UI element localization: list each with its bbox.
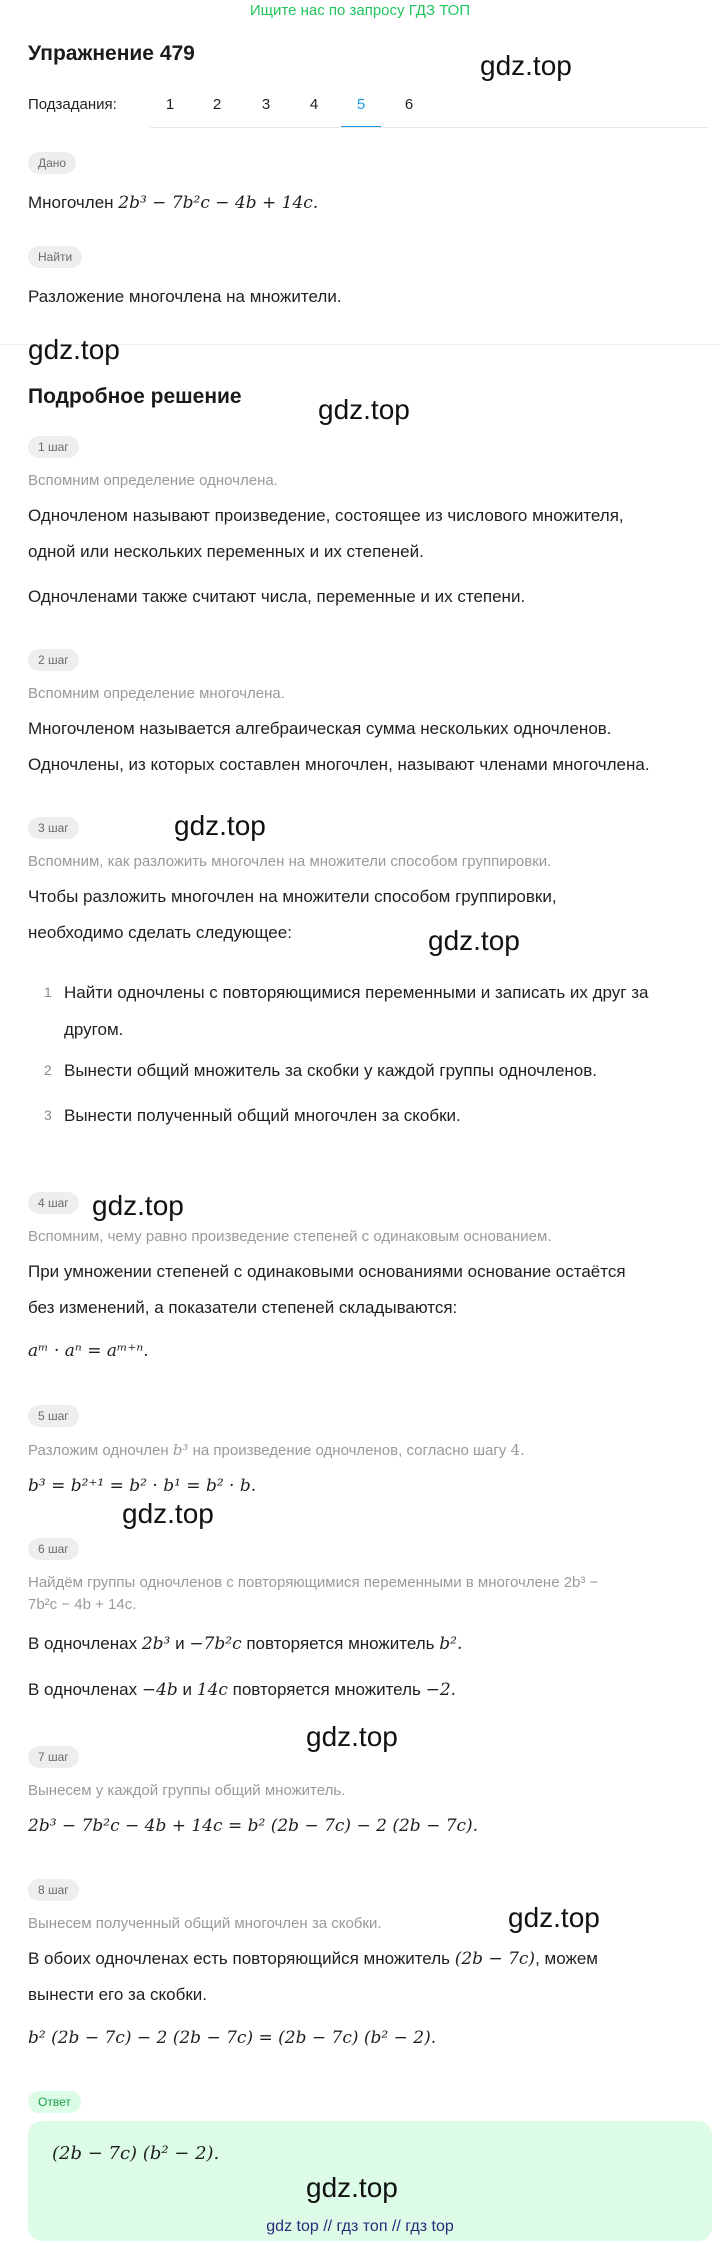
step-8-line-1: В обоих одночленах есть повторяющийся множитель (2b − 7c), можем — [28, 1949, 598, 1969]
step-6-hint-line-2: 7b²c − 4b + 14c. — [28, 1596, 137, 1613]
step-1-chip: 1 шаг — [28, 436, 79, 458]
given-chip: Дано — [28, 152, 76, 174]
step-7-hint: Вынесем у каждой группы общий множитель. — [28, 1782, 346, 1799]
list-item-text: Найти одночлены с повторяющимися переменными и записать их друг за — [64, 983, 649, 1002]
step-3-list-item-1 — [28, 974, 708, 1048]
list-number: 2 — [44, 1062, 52, 1078]
page-title: Упражнение 479 — [28, 42, 195, 65]
step-6-chip: 6 шаг — [28, 1538, 79, 1560]
list-item-text: Вынести общий множитель за скобки у каждой группы одночленов. — [64, 1061, 598, 1080]
given-expression: 2b³ − 7b²c − 4b + 14c. — [118, 193, 319, 213]
step-4-formula: aᵐ · aⁿ = aᵐ⁺ⁿ. — [28, 1341, 149, 1361]
tab-subtask-3[interactable]: 3 — [261, 96, 271, 113]
step-1-line-2: одной или нескольких переменных и их степеней. — [28, 542, 424, 561]
find-chip: Найти — [28, 246, 82, 268]
answer-value: (2b − 7c) (b² − 2). — [52, 2143, 220, 2164]
answer-chip: Ответ — [28, 2091, 81, 2113]
promo-banner: Ищите нас по запросу ГДЗ ТОП — [249, 2, 471, 19]
step-1-hint: Вспомним определение одночлена. — [28, 472, 278, 489]
watermark: gdz.top — [318, 394, 410, 425]
step-5-hint: Разложим одночлен b³ на произведение одночленов, согласно шагу 4. — [28, 1441, 525, 1459]
step-8-hint: Вынесем полученный общий многочлен за скобки. — [28, 1915, 382, 1932]
step-8-formula: b² (2b − 7c) − 2 (2b − 7c) = (2b − 7c) (b² − 2). — [28, 2028, 437, 2048]
watermark: gdz.top — [480, 50, 572, 81]
tab-subtask-2[interactable]: 2 — [212, 96, 222, 113]
tab-subtask-1[interactable]: 1 — [165, 96, 175, 113]
step-5-formula: b³ = b²⁺¹ = b² · b¹ = b² · b. — [28, 1476, 257, 1496]
step-3-list-item-3 — [28, 1097, 708, 1134]
step-4-line-1: При умножении степеней с одинаковыми основаниями основание остаётся — [28, 1262, 626, 1281]
watermark: gdz.top — [508, 1902, 600, 1933]
step-2-line-1: Многочленом называется алгебраическая сумма нескольких одночленов. — [28, 719, 612, 738]
step-4-chip: 4 шаг — [28, 1192, 79, 1214]
subtasks-label: Подзадания: — [28, 96, 117, 113]
tab-subtask-6[interactable]: 6 — [404, 96, 414, 113]
tab-subtask-5[interactable]: 5 — [341, 94, 381, 116]
find-text: Разложение многочлена на множители. — [28, 287, 342, 306]
watermark: gdz.top — [306, 2172, 398, 2203]
step-4-hint: Вспомним, чему равно произведение степеней с одинаковым основанием. — [28, 1228, 552, 1245]
step-6-line-1: В одночленах 2b³ и −7b²c повторяется множитель b². — [28, 1634, 463, 1654]
step-7-chip: 7 шаг — [28, 1746, 79, 1768]
step-5-chip: 5 шаг — [28, 1405, 79, 1427]
tabs-divider — [150, 127, 708, 128]
watermark: gdz.top — [92, 1190, 184, 1221]
watermark: gdz.top — [306, 1721, 398, 1752]
step-3-hint: Вспомним, как разложить многочлен на множители способом группировки. — [28, 853, 552, 870]
list-item-text: Вынести полученный общий многочлен за скобки. — [64, 1106, 461, 1125]
footer-links[interactable]: gdz top // гдз топ // гдз top — [266, 2218, 454, 2235]
step-7-formula: 2b³ − 7b²c − 4b + 14c = b² (2b − 7c) − 2 (2b − 7c). — [28, 1816, 479, 1836]
step-3-chip: 3 шаг — [28, 817, 79, 839]
list-number: 3 — [44, 1107, 52, 1123]
step-2-line-2: Одночлены, из которых составлен многочлен, называют членами многочлена. — [28, 755, 650, 774]
step-6-line-2: В одночленах −4b и 14c повторяется множитель −2. — [28, 1680, 457, 1700]
watermark: gdz.top — [428, 925, 520, 956]
list-item-text-continued: другом. — [64, 1020, 124, 1039]
watermark: gdz.top — [122, 1498, 214, 1529]
step-6-hint-line-1: Найдём группы одночленов с повторяющимися переменными в многочлене 2b³ − — [28, 1574, 599, 1591]
list-number: 1 — [44, 984, 52, 1000]
step-3-list-item-2 — [28, 1052, 708, 1089]
step-3-line-2: необходимо сделать следующее: — [28, 923, 292, 942]
tab-subtask-4[interactable]: 4 — [309, 96, 319, 113]
step-8-line-2: вынести его за скобки. — [28, 1985, 208, 2004]
subtasks-tabs — [28, 94, 708, 128]
step-4-line-2: без изменений, а показатели степеней складываются: — [28, 1298, 458, 1317]
step-8-chip: 8 шаг — [28, 1879, 79, 1901]
solution-title: Подробное решение — [28, 385, 242, 408]
watermark: gdz.top — [174, 810, 266, 841]
given-text: Многочлен 2b³ − 7b²c − 4b + 14c. — [28, 193, 319, 213]
step-1-line-3: Одночленами также считают числа, переменные и их степени. — [28, 587, 526, 606]
step-1-line-1: Одночленом называют произведение, состоящее из числового множителя, — [28, 506, 624, 525]
step-2-hint: Вспомним определение многочлена. — [28, 685, 285, 702]
step-2-chip: 2 шаг — [28, 649, 79, 671]
watermark: gdz.top — [28, 334, 120, 365]
step-3-line-1: Чтобы разложить многочлен на множители способом группировки, — [28, 887, 557, 906]
